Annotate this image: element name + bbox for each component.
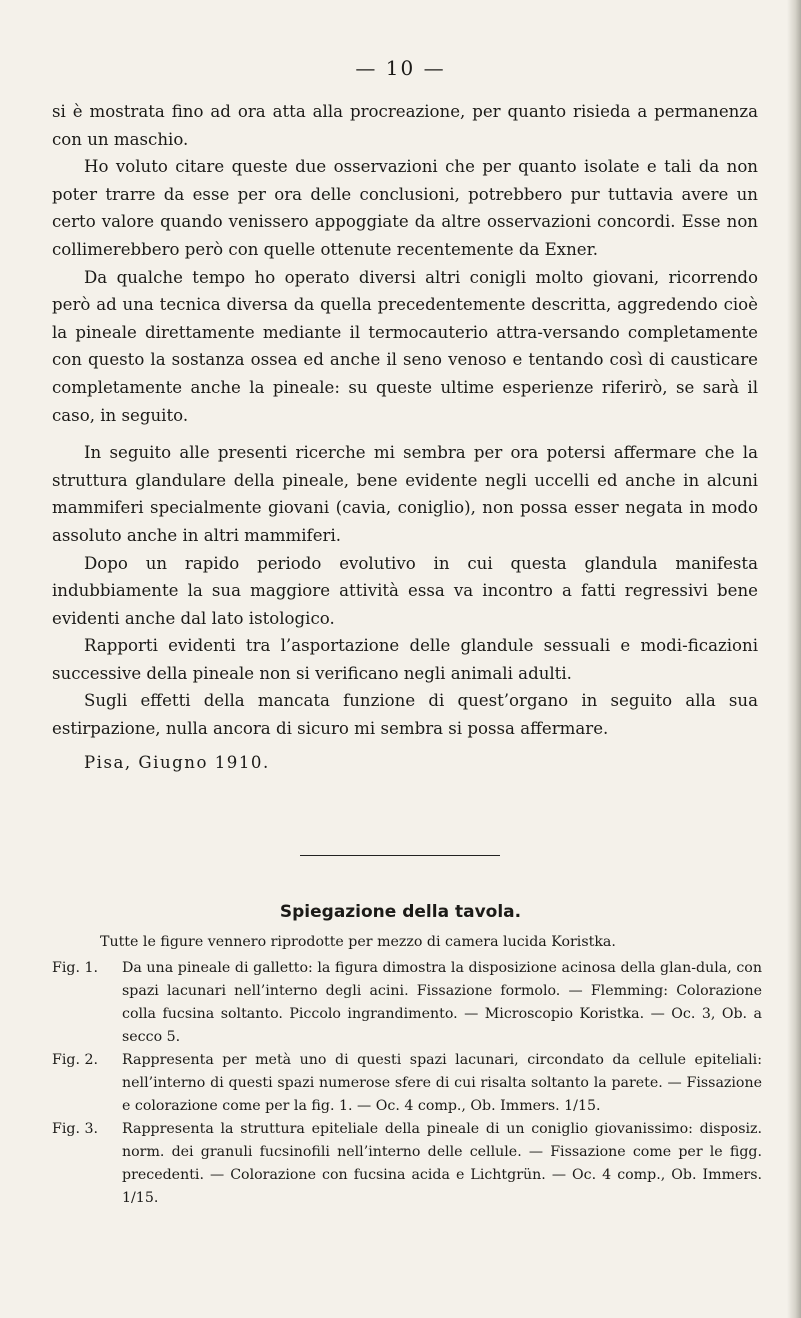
paragraph: In seguito alle presenti ricerche mi sembra per ora potersi affermare che la struttura glandulare della pineale, bene evidente negli uccelli ed anche in alcuni mammiferi specialmente giovani (cavia, coniglio), non possa esser negata in modo assoluto anche in altri mammiferi. <box>52 443 758 545</box>
place-date: Pisa, Giugno 1910. <box>84 752 270 772</box>
body-text <box>52 98 758 776</box>
figure-label: Fig. 3. <box>52 1121 99 1137</box>
page-number: — 10 — <box>355 56 446 80</box>
paragraph: Rapporti evidenti tra l’asportazione delle glandule sessuali e modi-ficazioni successive della pineale non si verificano negli animali adulti. <box>52 636 758 683</box>
figure-caption <box>52 1118 762 1210</box>
legend-title: Spiegazione della tavola. <box>279 902 522 922</box>
figure-legend <box>52 931 762 1210</box>
figure-caption <box>52 1049 762 1118</box>
paragraph: si è mostrata fino ad ora atta alla procreazione, per quanto risieda a permanenza con un maschio. <box>52 102 758 149</box>
figure-description: Da una pineale di galletto: la figura dimostra la disposizione acinosa della glan-dula, con spazi lacunari nell’interno degli acini. Fissazione formolo. — Flemming: Colorazione colla fucsina soltanto. Piccolo ingrandimento. — Microscopio Koristka. — Oc. 3, Ob. a secco 5. <box>122 960 762 1045</box>
section-divider <box>300 855 500 856</box>
page-edge-shadow <box>787 0 801 1318</box>
paragraph: Ho voluto citare queste due osservazioni che per quanto isolate e tali da non poter trarre da esse per ora delle conclusioni, potrebbero pur tuttavia avere un certo valore quando venissero appoggiate da altre osservazioni concordi. Esse non collimerebbero però con quelle ottenute recentemente da Exner. <box>52 157 758 259</box>
figure-caption <box>52 957 762 1049</box>
figure-label: Fig. 1. <box>52 960 99 976</box>
paragraph: Sugli effetti della mancata funzione di quest’organo in seguito alla sua estirpazione, nulla ancora di sicuro mi sembra si possa affermare. <box>52 691 758 739</box>
figure-description: Rappresenta la struttura epiteliale della pineale di un coniglio giovanissimo: disposiz. norm. dei granuli fucsinofili nell’interno delle cellule. — Fissazione come per le figg. precedenti. — Colorazione con fucsina acida e Lichtgrün. — Oc. 4 comp., Ob. Immers. 1/15. <box>122 1121 762 1206</box>
legend-intro: Tutte le figure vennero riprodotte per mezzo di camera lucida Koristka. <box>100 934 616 950</box>
paragraph: Dopo un rapido periodo evolutivo in cui questa glandula manifesta indubbiamente la sua maggiore attività essa va incontro a fatti regressivi bene evidenti anche dal lato istologico. <box>52 553 758 628</box>
paragraph: Da qualche tempo ho operato diversi altri conigli molto giovani, ricorrendo però ad una tecnica diversa da quella precedentemente descritta, aggredendo cioè la pineale direttamente mediante il termocauterio attra-versando completamente con questo la sostanza ossea ed anche il seno venoso e tentando così di causticare completamente anche la pineale: su queste ultime esperienze riferirò, se sarà il caso, in seguito. <box>52 267 758 425</box>
figure-label: Fig. 2. <box>52 1052 99 1068</box>
figure-description: Rappresenta per metà uno di questi spazi lacunari, circondato da cellule epiteliali: nell’interno di questi spazi numerose sfere di cui risalta soltanto la parete. — Fissazione e colorazione come per la fig. 1. — Oc. 4 comp., Ob. Immers. 1/15. <box>122 1052 762 1114</box>
